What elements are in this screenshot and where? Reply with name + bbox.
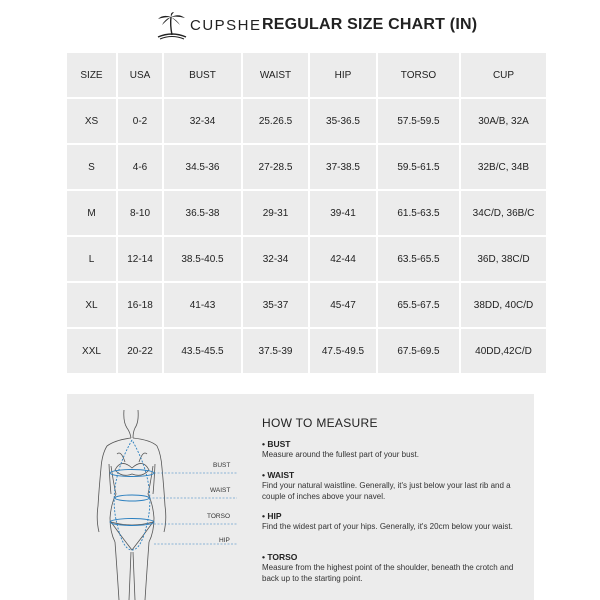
table-cell: 45-47 bbox=[310, 283, 376, 327]
table-cell: 34.5-36 bbox=[164, 145, 241, 189]
table-cell: 41-43 bbox=[164, 283, 241, 327]
column-header: TORSO bbox=[378, 53, 459, 97]
table-cell: 57.5-59.5 bbox=[378, 99, 459, 143]
header bbox=[0, 0, 600, 52]
table-cell: S bbox=[67, 145, 116, 189]
measure-item-text: Find the widest part of your hips. Generally, it's 20cm below your waist. bbox=[262, 522, 513, 531]
table-cell: 32B/C, 34B bbox=[461, 145, 546, 189]
table-cell: 47.5-49.5 bbox=[310, 329, 376, 373]
measure-item-label: • BUST bbox=[262, 439, 291, 449]
table-cell: XS bbox=[67, 99, 116, 143]
table-cell: 40DD,42C/D bbox=[461, 329, 546, 373]
table-cell: 8-10 bbox=[118, 191, 162, 235]
table-cell: 29-31 bbox=[243, 191, 308, 235]
table-cell: 32-34 bbox=[164, 99, 241, 143]
table-cell: 65.5-67.5 bbox=[378, 283, 459, 327]
table-cell: 32-34 bbox=[243, 237, 308, 281]
table-cell: 37.5-39 bbox=[243, 329, 308, 373]
column-header: SIZE bbox=[67, 53, 116, 97]
column-header: HIP bbox=[310, 53, 376, 97]
table-cell: L bbox=[67, 237, 116, 281]
table-cell: 27-28.5 bbox=[243, 145, 308, 189]
table-cell: 16-18 bbox=[118, 283, 162, 327]
table-cell: 38DD, 40C/D bbox=[461, 283, 546, 327]
measure-item-text: Measure around the fullest part of your bust. bbox=[262, 450, 419, 459]
table-cell: 25.26.5 bbox=[243, 99, 308, 143]
table-cell: 61.5-63.5 bbox=[378, 191, 459, 235]
table-cell: 59.5-61.5 bbox=[378, 145, 459, 189]
measure-item-label: • HIP bbox=[262, 511, 282, 521]
measure-item-text: Measure from the highest point of the shoulder, beneath the crotch and back up to the starting point. bbox=[262, 563, 514, 583]
table-cell: 12-14 bbox=[118, 237, 162, 281]
table-cell: 67.5-69.5 bbox=[378, 329, 459, 373]
table-cell: M bbox=[67, 191, 116, 235]
measure-item-text: Find your natural waistline. Generally, it's just below your last rib and a couple of inches above your navel. bbox=[262, 481, 511, 501]
measure-item-waist bbox=[262, 470, 532, 502]
body-figure-illustration bbox=[67, 394, 247, 600]
column-header: CUP bbox=[461, 53, 546, 97]
table-cell: 20-22 bbox=[118, 329, 162, 373]
table-cell: 43.5-45.5 bbox=[164, 329, 241, 373]
column-header: USA bbox=[118, 53, 162, 97]
measure-item-label: • WAIST bbox=[262, 470, 295, 480]
how-to-measure-panel bbox=[67, 394, 534, 600]
table-cell: XL bbox=[67, 283, 116, 327]
table-cell: 39-41 bbox=[310, 191, 376, 235]
column-header: WAIST bbox=[243, 53, 308, 97]
table-cell: 38.5-40.5 bbox=[164, 237, 241, 281]
table-cell: XXL bbox=[67, 329, 116, 373]
table-cell: 35-37 bbox=[243, 283, 308, 327]
measure-item-torso bbox=[262, 552, 532, 584]
table-cell: 36D, 38C/D bbox=[461, 237, 546, 281]
table-cell: 35-36.5 bbox=[310, 99, 376, 143]
table-cell: 30A/B, 32A bbox=[461, 99, 546, 143]
figure-label-waist: WAIST bbox=[210, 487, 231, 494]
table-cell: 63.5-65.5 bbox=[378, 237, 459, 281]
measure-item-label: • TORSO bbox=[262, 552, 298, 562]
table-cell: 37-38.5 bbox=[310, 145, 376, 189]
figure-label-bust: BUST bbox=[213, 462, 231, 469]
size-chart-table bbox=[67, 53, 534, 371]
brand-name: CUPSHE bbox=[190, 17, 262, 34]
measure-item-bust bbox=[262, 439, 532, 461]
figure-label-torso: TORSO bbox=[207, 513, 230, 520]
table-cell: 36.5-38 bbox=[164, 191, 241, 235]
column-header: BUST bbox=[164, 53, 241, 97]
measure-item-hip bbox=[262, 511, 532, 533]
how-to-measure-title: HOW TO MEASURE bbox=[262, 416, 378, 430]
table-cell: 42-44 bbox=[310, 237, 376, 281]
table-cell: 4-6 bbox=[118, 145, 162, 189]
table-cell: 0-2 bbox=[118, 99, 162, 143]
page-title: REGULAR SIZE CHART (IN) bbox=[262, 16, 478, 33]
table-cell: 34C/D, 36B/C bbox=[461, 191, 546, 235]
figure-label-hip: HIP bbox=[219, 537, 230, 544]
